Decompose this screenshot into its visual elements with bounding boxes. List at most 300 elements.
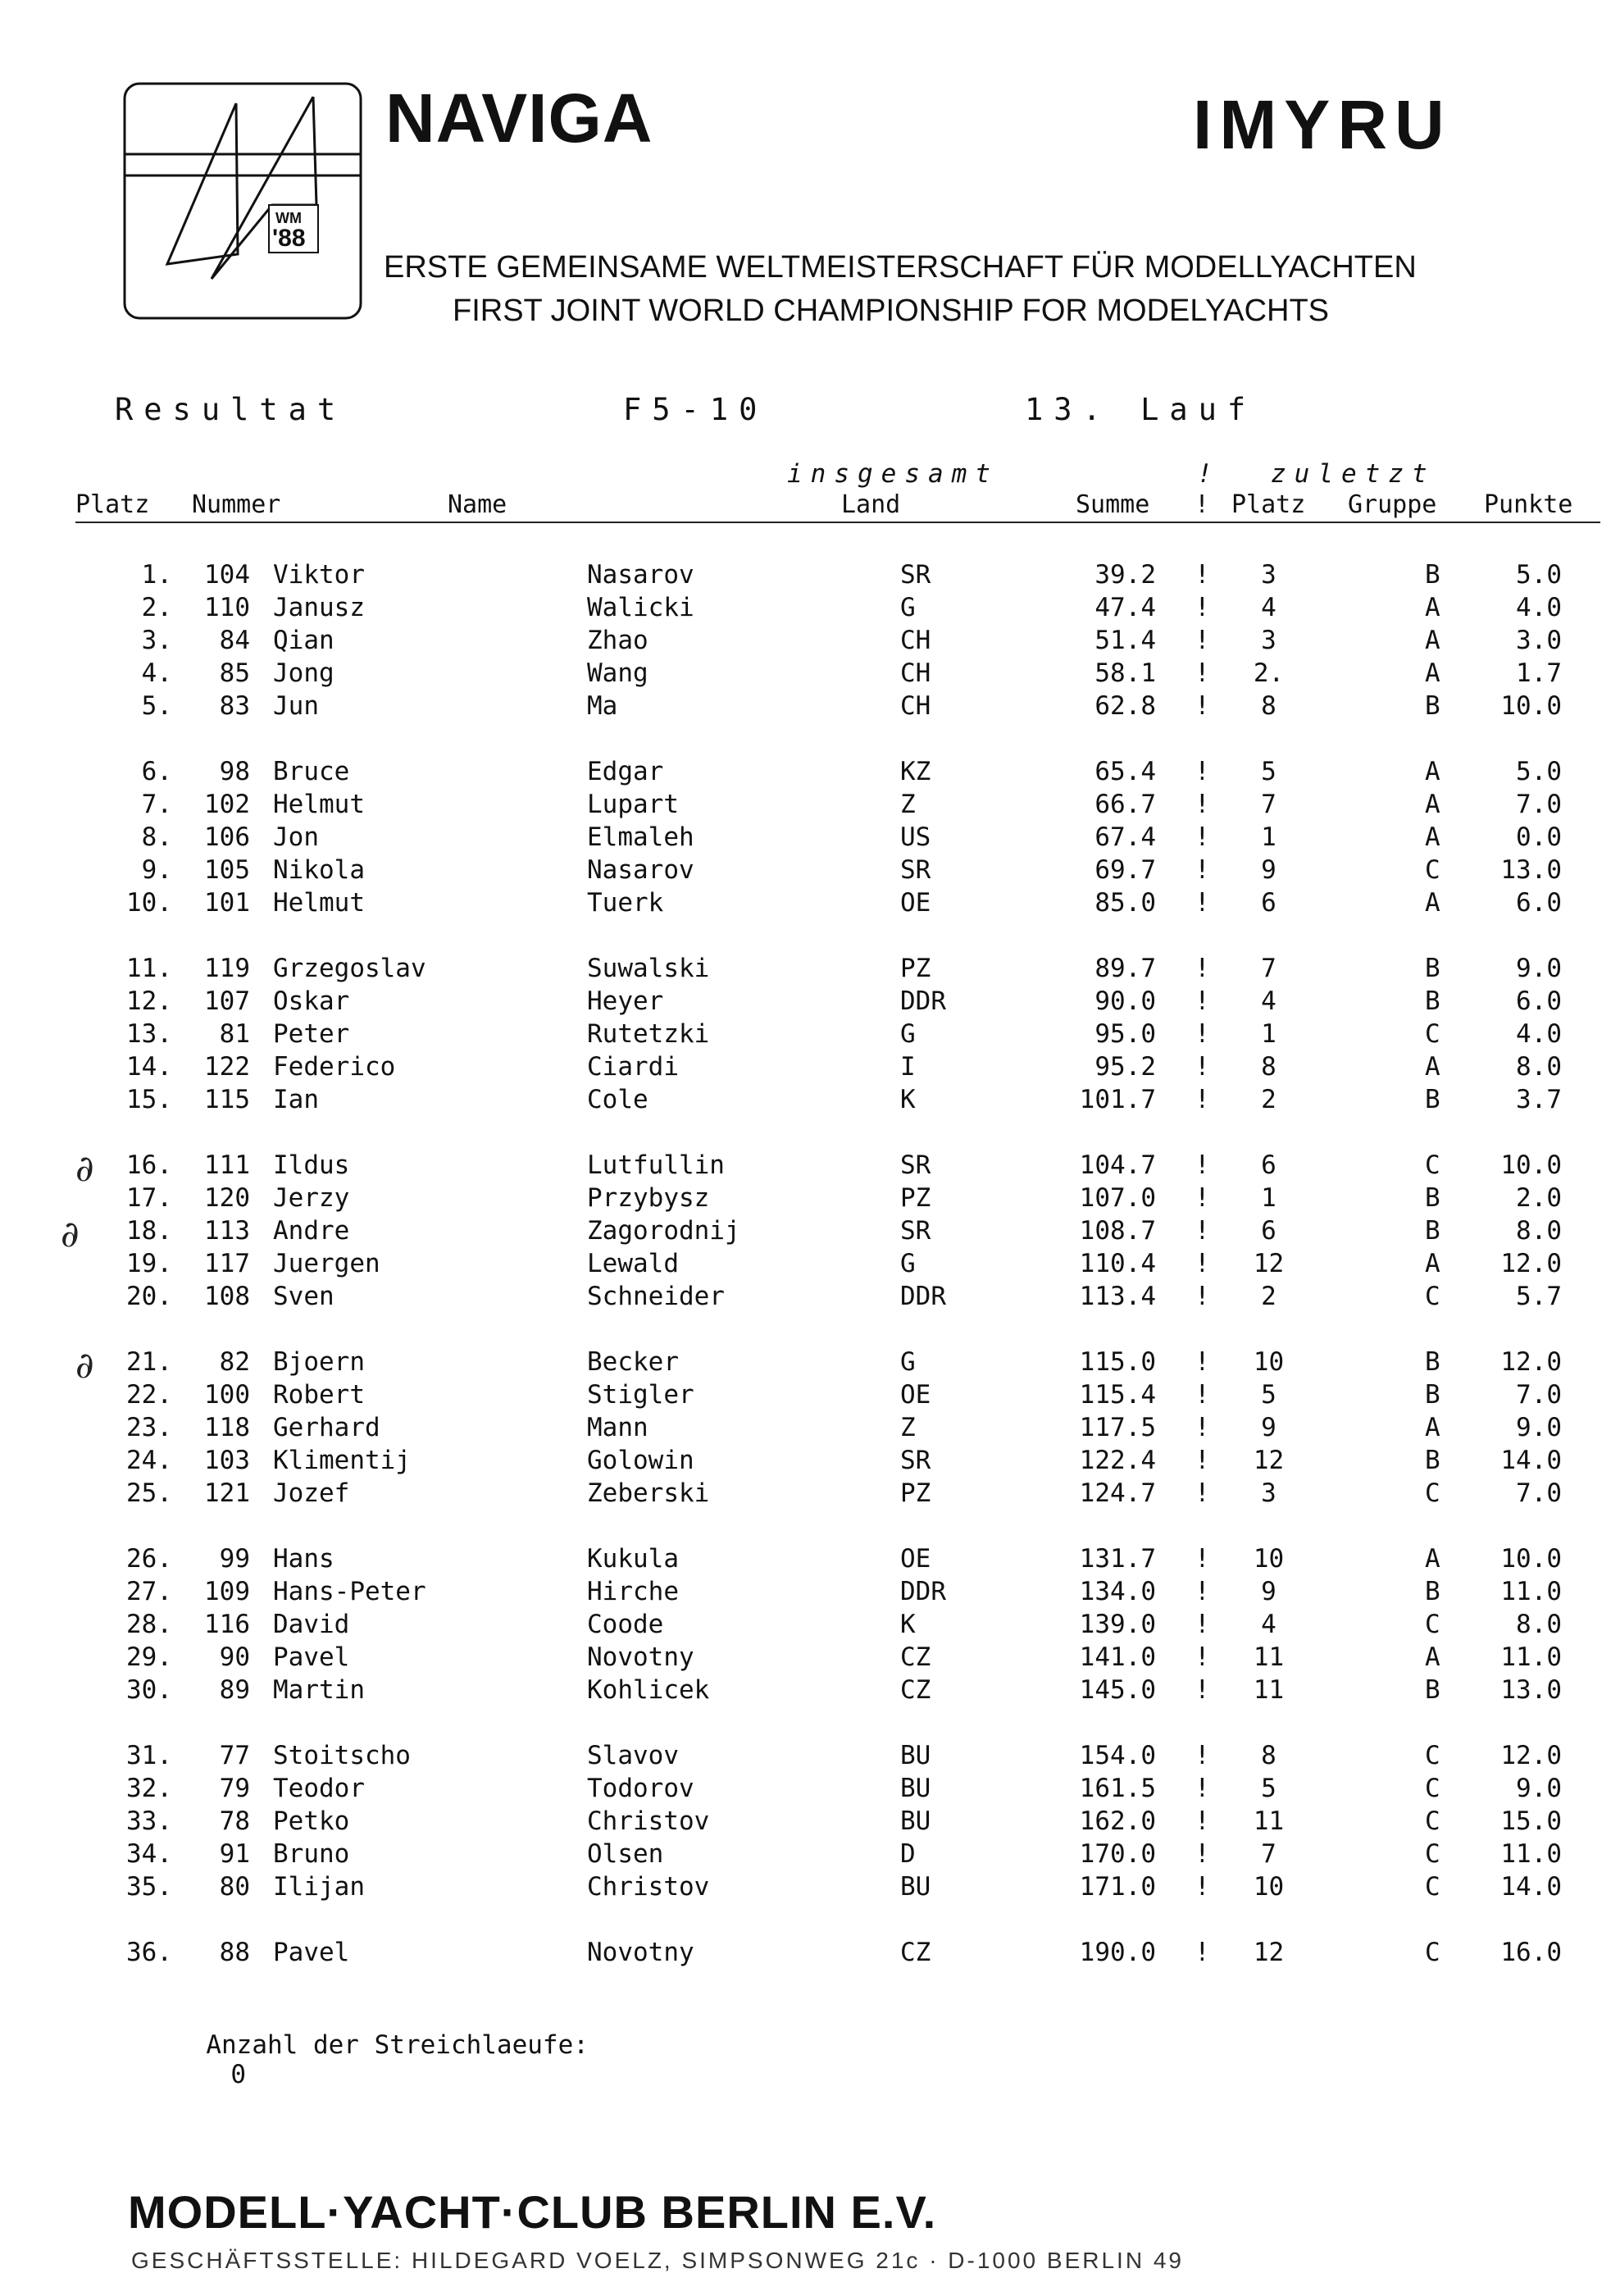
points-cell: 8.0	[1516, 1216, 1562, 1246]
last-name-cell: Ciardi	[587, 1052, 679, 1082]
column-separator: !	[1195, 1347, 1210, 1377]
boat-number-cell: 85	[219, 658, 250, 688]
rank-cell: 28.	[126, 1610, 172, 1639]
total-cell: 190.0	[1079, 1938, 1156, 1967]
last-name-cell: Wang	[587, 658, 648, 688]
rank-cell: 30.	[126, 1675, 172, 1705]
group-cell: B	[1425, 1446, 1440, 1475]
first-name-cell: Ian	[273, 1085, 319, 1114]
first-name-cell: Pavel	[273, 1642, 350, 1672]
last-place-cell: 9	[1261, 1413, 1277, 1442]
last-name-cell: Ma	[587, 691, 618, 721]
country-cell: K	[900, 1085, 916, 1114]
last-name-cell: Zeberski	[587, 1478, 710, 1508]
last-name-cell: Nasarov	[587, 855, 694, 885]
first-name-cell: Peter	[273, 1019, 350, 1049]
first-name-cell: Pavel	[273, 1938, 350, 1967]
group-cell: B	[1425, 1675, 1440, 1705]
points-cell: 6.0	[1516, 986, 1562, 1016]
last-place-cell: 7	[1261, 1839, 1277, 1869]
last-name-cell: Kohlicek	[587, 1675, 710, 1705]
group-cell: B	[1425, 1216, 1440, 1246]
first-name-cell: David	[273, 1610, 350, 1639]
country-cell: CZ	[900, 1938, 931, 1967]
table-row	[0, 1249, 1611, 1282]
total-cell: 39.2	[1094, 560, 1156, 590]
rank-cell: 29.	[126, 1642, 172, 1672]
last-place-cell: 11	[1253, 1806, 1285, 1836]
points-cell: 10.0	[1500, 691, 1562, 721]
last-place-cell: 4	[1261, 593, 1277, 622]
table-row	[0, 855, 1611, 888]
rank-cell: 19.	[126, 1249, 172, 1278]
total-cell: 58.1	[1094, 658, 1156, 688]
points-cell: 0.0	[1516, 822, 1562, 852]
last-name-cell: Elmaleh	[587, 822, 694, 852]
country-cell: SR	[900, 1150, 931, 1180]
column-separator: !	[1195, 1610, 1210, 1639]
last-place-cell: 1	[1261, 1183, 1277, 1213]
first-name-cell: Jun	[273, 691, 319, 721]
col-separator: !	[1195, 490, 1210, 519]
table-row	[0, 986, 1611, 1019]
total-cell: 115.0	[1079, 1347, 1156, 1377]
points-cell: 9.0	[1516, 1774, 1562, 1803]
points-cell: 7.0	[1516, 790, 1562, 819]
first-name-cell: Grzegoslav	[273, 954, 426, 983]
country-cell: G	[900, 1019, 916, 1049]
table-row	[0, 1806, 1611, 1839]
rank-cell: 12.	[126, 986, 172, 1016]
first-name-cell: Federico	[273, 1052, 396, 1082]
country-cell: Z	[900, 790, 916, 819]
group-cell: A	[1425, 1642, 1440, 1672]
country-cell: BU	[900, 1872, 931, 1902]
table-row	[0, 1216, 1611, 1249]
rank-cell: 27.	[126, 1577, 172, 1606]
total-cell: 85.0	[1094, 888, 1156, 918]
rank-cell: 1.	[141, 560, 172, 590]
boat-number-cell: 104	[204, 560, 250, 590]
points-cell: 11.0	[1500, 1642, 1562, 1672]
points-cell: 10.0	[1500, 1544, 1562, 1574]
country-cell: SR	[900, 1216, 931, 1246]
group-cell: B	[1425, 1085, 1440, 1114]
points-cell: 12.0	[1500, 1249, 1562, 1278]
total-cell: 145.0	[1079, 1675, 1156, 1705]
boat-number-cell: 121	[204, 1478, 250, 1508]
country-cell: G	[900, 1347, 916, 1377]
boat-number-cell: 90	[219, 1642, 250, 1672]
points-cell: 11.0	[1500, 1839, 1562, 1869]
club-name: MODELL·YACHT·CLUB BERLIN E.V.	[128, 2186, 937, 2238]
points-cell: 7.0	[1516, 1478, 1562, 1508]
points-cell: 2.0	[1516, 1183, 1562, 1213]
last-name-cell: Lupart	[587, 790, 679, 819]
column-separator: !	[1195, 888, 1210, 918]
country-cell: OE	[900, 1544, 931, 1574]
country-cell: SR	[900, 855, 931, 885]
table-row	[0, 1085, 1611, 1118]
first-name-cell: Hans-Peter	[273, 1577, 426, 1606]
group-cell: A	[1425, 888, 1440, 918]
boat-number-cell: 81	[219, 1019, 250, 1049]
column-separator: !	[1195, 1282, 1210, 1311]
last-name-cell: Edgar	[587, 757, 664, 786]
first-name-cell: Bruce	[273, 757, 350, 786]
boat-number-cell: 120	[204, 1183, 250, 1213]
rank-cell: 8.	[141, 822, 172, 852]
group-cell: B	[1425, 691, 1440, 721]
country-cell: CZ	[900, 1642, 931, 1672]
last-place-cell: 11	[1253, 1675, 1285, 1705]
boat-number-cell: 82	[219, 1347, 250, 1377]
logo-badge-wm: WM	[275, 210, 302, 226]
country-cell: PZ	[900, 1478, 931, 1508]
table-row	[0, 1052, 1611, 1085]
handwritten-mark: ∂	[61, 1214, 80, 1255]
total-cell: 69.7	[1094, 855, 1156, 885]
points-cell: 9.0	[1516, 954, 1562, 983]
group-cell: B	[1425, 1183, 1440, 1213]
table-row	[0, 593, 1611, 626]
group-last-label: zuletzt	[1271, 459, 1436, 489]
last-place-cell: 10	[1253, 1347, 1285, 1377]
first-name-cell: Jong	[273, 658, 334, 688]
last-place-cell: 8	[1261, 1052, 1277, 1082]
points-cell: 4.0	[1516, 593, 1562, 622]
discard-label: Anzahl der Streichlaeufe:	[206, 2030, 589, 2060]
column-separator: !	[1195, 1938, 1210, 1967]
last-place-cell: 5	[1261, 1774, 1277, 1803]
group-cell: C	[1425, 1872, 1440, 1902]
last-name-cell: Slavov	[587, 1741, 679, 1770]
group-cell: A	[1425, 1544, 1440, 1574]
total-cell: 95.0	[1094, 1019, 1156, 1049]
points-cell: 3.7	[1516, 1085, 1562, 1114]
boat-number-cell: 115	[204, 1085, 250, 1114]
table-row	[0, 1741, 1611, 1774]
boat-number-cell: 78	[219, 1806, 250, 1836]
total-cell: 101.7	[1079, 1085, 1156, 1114]
last-name-cell: Heyer	[587, 986, 664, 1016]
column-separator: !	[1195, 1577, 1210, 1606]
boat-number-cell: 118	[204, 1413, 250, 1442]
last-place-cell: 12	[1253, 1938, 1285, 1967]
boat-number-cell: 98	[219, 757, 250, 786]
rank-cell: 34.	[126, 1839, 172, 1869]
column-separator: !	[1195, 658, 1210, 688]
group-cell: A	[1425, 1249, 1440, 1278]
boat-number-cell: 84	[219, 626, 250, 655]
table-row	[0, 626, 1611, 658]
last-name-cell: Kukula	[587, 1544, 679, 1574]
total-cell: 47.4	[1094, 593, 1156, 622]
table-row	[0, 790, 1611, 822]
last-name-cell: Rutetzki	[587, 1019, 710, 1049]
points-cell: 6.0	[1516, 888, 1562, 918]
last-place-cell: 3	[1261, 626, 1277, 655]
table-row	[0, 658, 1611, 691]
last-name-cell: Zagorodnij	[587, 1216, 740, 1246]
rank-cell: 22.	[126, 1380, 172, 1410]
subtitle-english: FIRST JOINT WORLD CHAMPIONSHIP FOR MODELYACHTS	[453, 294, 1330, 328]
group-cell: C	[1425, 1938, 1440, 1967]
column-separator: !	[1195, 855, 1210, 885]
rank-cell: 5.	[141, 691, 172, 721]
column-separator: !	[1195, 1675, 1210, 1705]
rank-cell: 4.	[141, 658, 172, 688]
first-name-cell: Oskar	[273, 986, 350, 1016]
points-cell: 4.0	[1516, 1019, 1562, 1049]
country-cell: BU	[900, 1806, 931, 1836]
group-cell: B	[1425, 560, 1440, 590]
rank-cell: 11.	[126, 954, 172, 983]
total-cell: 134.0	[1079, 1577, 1156, 1606]
col-nummer: Nummer	[192, 490, 281, 519]
boat-number-cell: 117	[204, 1249, 250, 1278]
country-cell: G	[900, 593, 916, 622]
table-row	[0, 1380, 1611, 1413]
country-cell: PZ	[900, 1183, 931, 1213]
boat-number-cell: 77	[219, 1741, 250, 1770]
country-cell: SR	[900, 1446, 931, 1475]
country-cell: KZ	[900, 757, 931, 786]
country-cell: DDR	[900, 1577, 946, 1606]
last-name-cell: Schneider	[587, 1282, 725, 1311]
first-name-cell: Stoitscho	[273, 1741, 411, 1770]
country-cell: G	[900, 1249, 916, 1278]
last-name-cell: Nasarov	[587, 560, 694, 590]
rank-cell: 2.	[141, 593, 172, 622]
country-cell: DDR	[900, 986, 946, 1016]
col-platz-last: Platz	[1231, 490, 1306, 519]
group-cell: C	[1425, 1741, 1440, 1770]
boat-number-cell: 89	[219, 1675, 250, 1705]
table-row	[0, 1610, 1611, 1642]
total-cell: 141.0	[1079, 1642, 1156, 1672]
column-separator: !	[1195, 954, 1210, 983]
table-row	[0, 888, 1611, 921]
column-separator: !	[1195, 822, 1210, 852]
total-cell: 89.7	[1094, 954, 1156, 983]
first-name-cell: Ilijan	[273, 1872, 365, 1902]
last-name-cell: Mann	[587, 1413, 648, 1442]
column-separator: !	[1195, 1413, 1210, 1442]
discard-value: 0	[230, 2060, 246, 2089]
group-cell: B	[1425, 954, 1440, 983]
table-row	[0, 1774, 1611, 1806]
table-row	[0, 1413, 1611, 1446]
total-cell: 162.0	[1079, 1806, 1156, 1836]
group-cell: A	[1425, 658, 1440, 688]
first-name-cell: Viktor	[273, 560, 365, 590]
boat-number-cell: 100	[204, 1380, 250, 1410]
column-separator: !	[1195, 1839, 1210, 1869]
first-name-cell: Juergen	[273, 1249, 380, 1278]
last-place-cell: 8	[1261, 1741, 1277, 1770]
column-separator: !	[1195, 1642, 1210, 1672]
group-cell: B	[1425, 1577, 1440, 1606]
last-name-cell: Christov	[587, 1806, 710, 1836]
rank-cell: 13.	[126, 1019, 172, 1049]
total-cell: 65.4	[1094, 757, 1156, 786]
last-name-cell: Cole	[587, 1085, 648, 1114]
total-cell: 108.7	[1079, 1216, 1156, 1246]
table-row	[0, 1577, 1611, 1610]
first-name-cell: Andre	[273, 1216, 350, 1246]
rank-cell: 35.	[126, 1872, 172, 1902]
group-cell: A	[1425, 790, 1440, 819]
group-total-label: insgesamt	[787, 459, 999, 489]
last-name-cell: Tuerk	[587, 888, 664, 918]
first-name-cell: Jozef	[273, 1478, 350, 1508]
group-cell: C	[1425, 1839, 1440, 1869]
rank-cell: 17.	[126, 1183, 172, 1213]
table-row	[0, 1150, 1611, 1183]
last-place-cell: 6	[1261, 1150, 1277, 1180]
total-cell: 90.0	[1094, 986, 1156, 1016]
boat-number-cell: 107	[204, 986, 250, 1016]
group-cell: A	[1425, 1413, 1440, 1442]
points-cell: 11.0	[1500, 1577, 1562, 1606]
total-cell: 51.4	[1094, 626, 1156, 655]
column-separator: !	[1195, 1872, 1210, 1902]
table-row	[0, 1019, 1611, 1052]
country-cell: BU	[900, 1774, 931, 1803]
last-place-cell: 3	[1261, 560, 1277, 590]
column-separator: !	[1195, 1019, 1210, 1049]
boat-number-cell: 122	[204, 1052, 250, 1082]
boat-number-cell: 105	[204, 855, 250, 885]
header-underline	[75, 522, 1600, 523]
col-summe: Summe	[1076, 490, 1150, 519]
col-punkte: Punkte	[1484, 490, 1573, 519]
col-platz: Platz	[75, 490, 150, 519]
points-cell: 9.0	[1516, 1413, 1562, 1442]
total-cell: 107.0	[1079, 1183, 1156, 1213]
column-separator: !	[1195, 560, 1210, 590]
boat-number-cell: 110	[204, 593, 250, 622]
col-gruppe: Gruppe	[1348, 490, 1437, 519]
discard-count-label	[175, 2001, 589, 2089]
group-cell: C	[1425, 1282, 1440, 1311]
column-separator: !	[1195, 986, 1210, 1016]
group-cell: C	[1425, 1806, 1440, 1836]
points-cell: 5.0	[1516, 757, 1562, 786]
group-cell: C	[1425, 1019, 1440, 1049]
last-place-cell: 6	[1261, 1216, 1277, 1246]
last-place-cell: 9	[1261, 1577, 1277, 1606]
total-cell: 170.0	[1079, 1839, 1156, 1869]
group-cell: C	[1425, 1610, 1440, 1639]
group-cell: B	[1425, 1380, 1440, 1410]
points-cell: 12.0	[1500, 1347, 1562, 1377]
last-name-cell: Novotny	[587, 1938, 694, 1967]
first-name-cell: Gerhard	[273, 1413, 380, 1442]
last-place-cell: 1	[1261, 822, 1277, 852]
last-place-cell: 2.	[1253, 658, 1285, 688]
boat-number-cell: 88	[219, 1938, 250, 1967]
report-class: F5-10	[623, 392, 768, 427]
column-separator: !	[1195, 1544, 1210, 1574]
rank-cell: 18.	[126, 1216, 172, 1246]
rank-cell: 6.	[141, 757, 172, 786]
country-cell: K	[900, 1610, 916, 1639]
country-cell: CH	[900, 626, 931, 655]
boat-number-cell: 79	[219, 1774, 250, 1803]
column-separator: !	[1195, 1774, 1210, 1803]
last-place-cell: 10	[1253, 1544, 1285, 1574]
column-separator: !	[1195, 626, 1210, 655]
last-name-cell: Hirche	[587, 1577, 679, 1606]
naviga-title: NAVIGA	[385, 80, 653, 157]
last-name-cell: Suwalski	[587, 954, 710, 983]
boat-number-cell: 80	[219, 1872, 250, 1902]
country-cell: I	[900, 1052, 916, 1082]
points-cell: 5.0	[1516, 560, 1562, 590]
club-address: GESCHÄFTSSTELLE: HILDEGARD VOELZ, SIMPSONWEG 21c · D-1000 BERLIN 49	[131, 2248, 1184, 2273]
last-place-cell: 4	[1261, 986, 1277, 1016]
country-cell: OE	[900, 888, 931, 918]
first-name-cell: Helmut	[273, 888, 365, 918]
boat-number-cell: 106	[204, 822, 250, 852]
total-cell: 122.4	[1079, 1446, 1156, 1475]
first-name-cell: Bruno	[273, 1839, 350, 1869]
report-title: Resultat	[115, 392, 347, 427]
boat-number-cell: 119	[204, 954, 250, 983]
last-place-cell: 2	[1261, 1282, 1277, 1311]
country-cell: D	[900, 1839, 916, 1869]
column-separator: !	[1195, 1052, 1210, 1082]
boat-number-cell: 91	[219, 1839, 250, 1869]
points-cell: 8.0	[1516, 1052, 1562, 1082]
table-row	[0, 1446, 1611, 1478]
country-cell: CZ	[900, 1675, 931, 1705]
rank-cell: 23.	[126, 1413, 172, 1442]
column-separator: !	[1195, 1380, 1210, 1410]
table-row	[0, 1544, 1611, 1577]
group-cell: A	[1425, 822, 1440, 852]
group-cell: C	[1425, 855, 1440, 885]
country-cell: BU	[900, 1741, 931, 1770]
boat-number-cell: 103	[204, 1446, 250, 1475]
rank-cell: 24.	[126, 1446, 172, 1475]
last-name-cell: Walicki	[587, 593, 694, 622]
last-name-cell: Lutfullin	[587, 1150, 725, 1180]
first-name-cell: Jon	[273, 822, 319, 852]
table-row	[0, 757, 1611, 790]
boat-number-cell: 83	[219, 691, 250, 721]
column-separator: !	[1195, 593, 1210, 622]
country-cell: OE	[900, 1380, 931, 1410]
column-separator: !	[1195, 1446, 1210, 1475]
logo-badge-year: '88	[272, 225, 306, 252]
last-place-cell: 4	[1261, 1610, 1277, 1639]
total-cell: 131.7	[1079, 1544, 1156, 1574]
last-place-cell: 8	[1261, 691, 1277, 721]
rank-cell: 26.	[126, 1544, 172, 1574]
last-place-cell: 6	[1261, 888, 1277, 918]
last-place-cell: 12	[1253, 1249, 1285, 1278]
total-cell: 66.7	[1094, 790, 1156, 819]
points-cell: 1.7	[1516, 658, 1562, 688]
table-row	[0, 560, 1611, 593]
handwritten-mark: ∂	[75, 1148, 94, 1190]
total-cell: 124.7	[1079, 1478, 1156, 1508]
group-cell: A	[1425, 626, 1440, 655]
table-row	[0, 1478, 1611, 1511]
